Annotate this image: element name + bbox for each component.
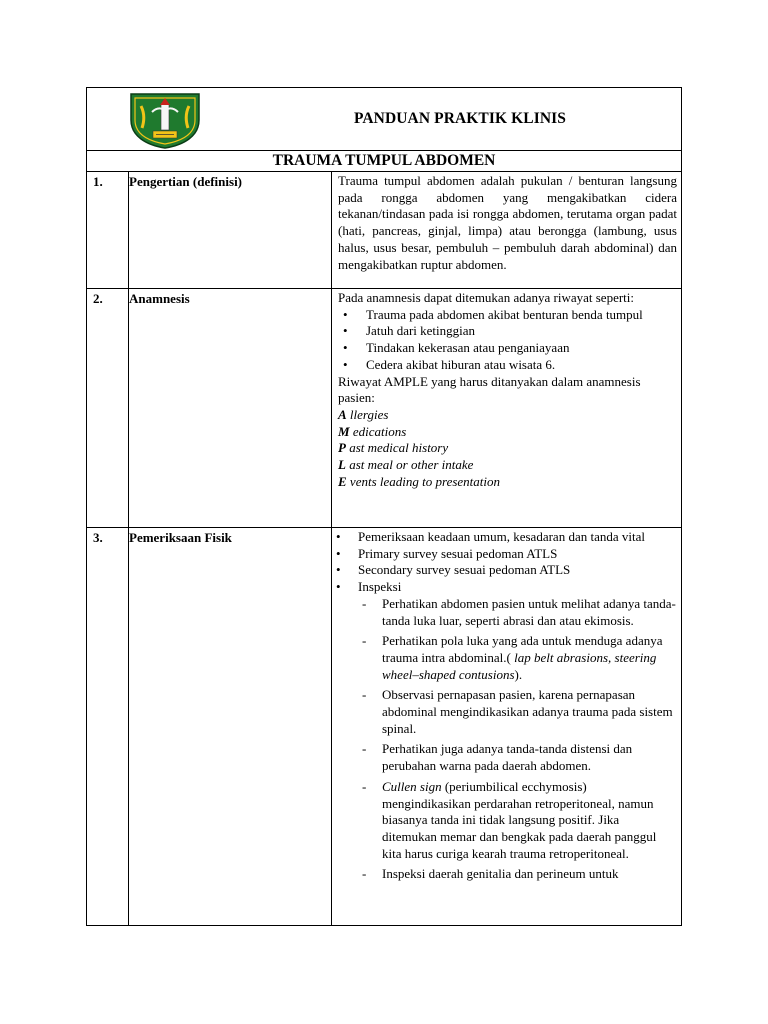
regional-emblem-shield-icon xyxy=(128,90,202,150)
row-physical-exam xyxy=(87,528,682,926)
ample-text: edications xyxy=(349,423,407,439)
row-number: 1. xyxy=(87,172,129,289)
ample-intro: Riwayat AMPLE yang harus ditanyakan dalam anamnesis pasien: xyxy=(338,373,641,406)
physical-exam-content xyxy=(332,528,682,926)
row-label: Anamnesis xyxy=(129,289,332,528)
document-title: PANDUAN PRAKTIK KLINIS xyxy=(353,109,567,127)
ample-text: ast medical history xyxy=(345,440,449,456)
anamnesis-list xyxy=(338,307,677,374)
header-row xyxy=(87,88,682,151)
list-item: • Primary survey sesuai pedoman ATLS xyxy=(336,546,677,563)
list-item: - Perhatikan abdomen pasien untuk melihat adanya tanda-tanda luka luar, seperti abrasi dan atau ekimosis. xyxy=(360,596,677,629)
subtitle-row xyxy=(87,151,682,172)
list-item: • Tindakan kekerasan atau penganiayaan xyxy=(338,340,677,357)
ample-item xyxy=(338,424,677,441)
ample-letter: L xyxy=(338,457,346,473)
list-item: • Trauma pada abdomen akibat benturan benda tumpul xyxy=(338,307,677,324)
row-anamnesis xyxy=(87,289,682,528)
ample-item xyxy=(338,457,677,474)
inspeksi-list xyxy=(336,596,677,883)
list-item: • Cedera akibat hiburan atau wisata 6. xyxy=(338,357,677,374)
ample-text: ast meal or other intake xyxy=(345,457,474,473)
list-item-italic: Cullen sign xyxy=(382,778,442,794)
ample-item xyxy=(338,474,677,491)
clinical-guide-table xyxy=(86,87,682,926)
anamnesis-content xyxy=(332,289,682,528)
clinical-guide-page xyxy=(86,87,682,926)
list-item: - Observasi pernapasan pasien, karena pernapasan abdominal mengindikasikan adanya trauma pada sistem spinal. xyxy=(360,687,677,737)
list-item xyxy=(360,779,677,863)
physical-exam-list xyxy=(336,529,677,596)
list-item: • Inspeksi xyxy=(336,579,677,596)
list-item xyxy=(360,633,677,683)
row-number: 2. xyxy=(87,289,129,528)
ample-letter: M xyxy=(338,423,350,439)
list-item-text: ). xyxy=(514,666,523,682)
list-item-text: Perhatikan pola luka yang ada untuk menduga adanya trauma intra abdominal.( xyxy=(382,633,663,665)
ample-letter: P xyxy=(338,440,346,456)
list-item: • Pemeriksaan keadaan umum, kesadaran dan tanda vital xyxy=(336,529,677,546)
list-item: - Perhatikan juga adanya tanda-tanda distensi dan perubahan warna pada daerah abdomen. xyxy=(360,741,677,774)
ample-letter: E xyxy=(338,473,347,489)
ample-item xyxy=(338,407,677,424)
list-item: • Secondary survey sesuai pedoman ATLS xyxy=(336,562,677,579)
row-definition xyxy=(87,172,682,289)
row-number: 3. xyxy=(87,528,129,926)
document-subtitle: TRAUMA TUMPUL ABDOMEN xyxy=(87,151,682,172)
definition-text: Trauma tumpul abdomen adalah pukulan / benturan langsung pada rongga abdomen yang mengakibatkan cidera tekanan/tindasan pada isi rongga abdomen, terutama organ padat (hati, pancreas, ginjal, limpa) atau berongga (lambung, usus halus, usus besar, pembuluh – pembuluh darah abdominal) dan mengakibatkan ruptur abdomen. xyxy=(332,172,682,289)
list-item: - Inspeksi daerah genitalia dan perineum untuk xyxy=(360,866,677,883)
ample-item xyxy=(338,440,677,457)
ample-text: vents leading to presentation xyxy=(346,473,500,489)
list-item-italic: lap belt abrasions, steering wheel–shaped contusions xyxy=(382,649,657,682)
ample-text: llergies xyxy=(346,406,389,422)
list-item: • Jatuh dari ketinggian xyxy=(338,323,677,340)
row-label: Pemeriksaan Fisik xyxy=(129,528,332,926)
anamnesis-intro: Pada anamnesis dapat ditemukan adanya riwayat seperti: xyxy=(338,290,635,305)
row-label: Pengertian (definisi) xyxy=(129,172,332,289)
list-item-text: (periumbilical ecchymosis) mengindikasikan perdarahan retroperitoneal, namun biasanya tanda ini tidak langsung positif. Jika ditemukan memar dan bengkak pada daerah panggul kita harus curiga kearah trauma retroperitoneal. xyxy=(382,778,657,861)
ample-letter: A xyxy=(338,406,347,422)
